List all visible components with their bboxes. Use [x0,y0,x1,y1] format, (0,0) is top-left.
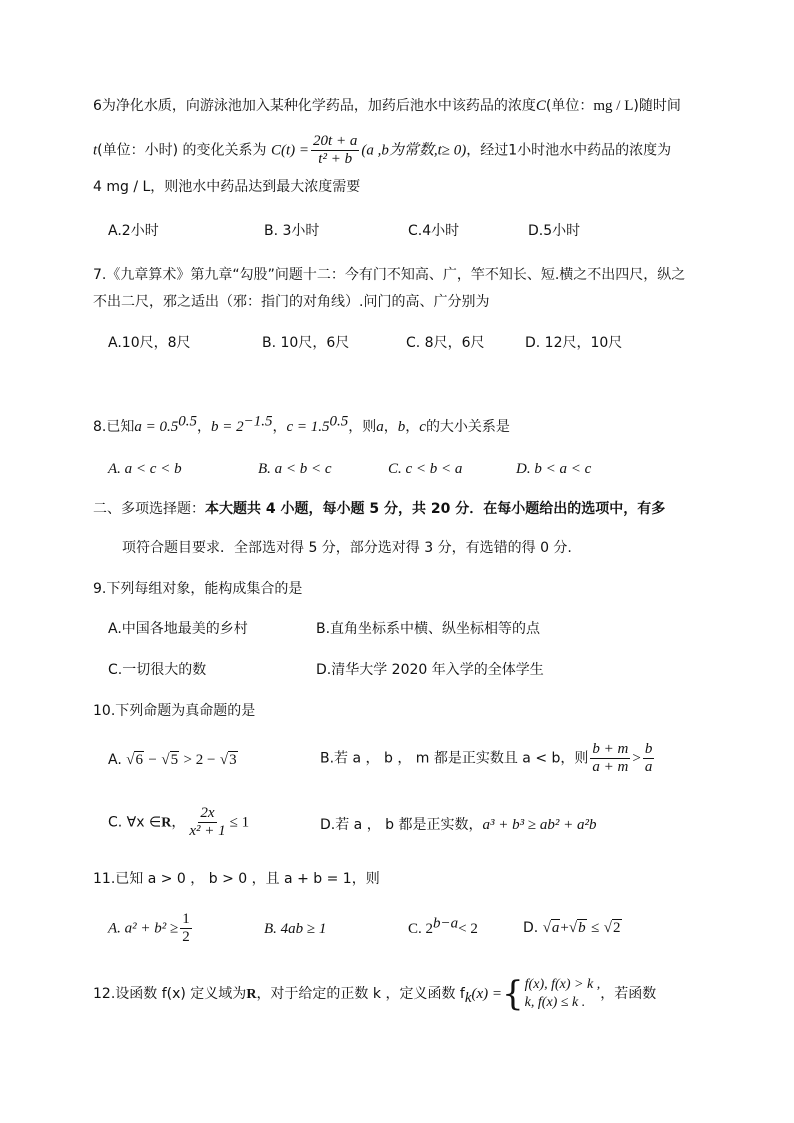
q9-stem: 9.下列每组对象，能构成集合的是 [93,581,303,597]
q6-var-c: C [535,98,546,114]
q10-c-num: 2x [200,805,215,821]
q10-a-sqrt6: √6 [126,752,143,768]
q10-stem: 10.下列命题为真命题的是 [93,703,256,719]
q10-a-rad5: 5 [170,752,179,768]
q12-sub-k: k [464,989,472,1006]
q6-option-a: A.2小时 [108,223,159,239]
q12-text2: ，对于给定的正数 k ，定义函数 f [256,986,465,1002]
q6-line2 [93,134,671,167]
q8-c-exp: 0.5 [329,413,349,430]
q10-option-b [320,742,656,775]
q6-option-d: D.5小时 [528,223,581,239]
q8-c-def: c = 1.5 [286,419,330,435]
q10-b-gt: > [632,750,641,767]
q6-frac-den: t² + b [318,151,353,167]
q8-b-def: b = 2 [210,419,244,435]
q10-b-frac2 [643,742,655,775]
q6-text2: (单位：小时) 的变化关系为 [97,142,267,159]
q6-var-t: t [93,142,98,159]
q11-a-num: 1 [182,911,190,927]
q10-a-gt: > 2 − [183,752,216,768]
section2-heading: 二、多项选择题： [93,501,205,517]
q10-option-c [108,806,249,839]
q11-d-sqrt-2: √2 [603,920,621,936]
q11-c-label: C. 2 [408,921,434,937]
q8-var-b: b [397,419,406,435]
q8-var-c: c [419,419,426,435]
q11-a-den: 2 [182,929,190,945]
q12-set: R [246,987,257,1002]
q7-option-d: D. 12尺，10尺 [525,335,623,351]
q6-text: 6为净化水质，向游泳池加入某种化学药品，加药后池水中该药品的浓度 [93,98,536,114]
q11-d-le: ≤ [591,920,600,936]
q12-text4: ，若函数 [600,986,657,1002]
q10-b-den2: a [644,759,653,775]
q12-text3: (x) = [471,986,503,1002]
q6-text3: ，经过1小时池水中药品的浓度为 [466,142,672,159]
q11-stem: 11.已知 a > 0 ， b > 0 ，且 a + b = 1，则 [93,871,380,887]
q10-b-den1: a + m [592,759,629,775]
q6-option-b: B. 3小时 [264,223,320,239]
q10-b-text: B.若 a ， b ， m 都是正实数且 a < b，则 [320,750,589,767]
q10-b-num1: b + m [592,741,629,757]
section2-line1 [93,502,665,516]
q11-d-rad-b: b [578,920,586,936]
q11-option-c [408,915,478,937]
section2-instructions: 本大题共 4 小题，每小题 5 分，共 20 分．在每小题给出的选项中，有多 [205,501,666,517]
q8-prefix: 8.已知 [93,419,135,435]
q8-option-c: C. c < b < a [388,461,463,477]
q8-option-b: B. a < b < c [258,461,332,477]
q10-c-frac [187,806,227,839]
q8-a-def: a = 0.5 [134,419,179,435]
q7-option-c: C. 8尺，6尺 [406,335,485,351]
q12-case2: k, f(x) ≤ k . [524,995,586,1010]
q10-c-comma: ， [171,814,186,831]
q6-frac-num: 20t + a [313,133,358,149]
q11-option-d [523,921,622,936]
q10-c-den: x² + 1 [189,823,226,839]
q10-b-frac1 [590,742,630,775]
q12-cases [525,976,601,1012]
q7-option-a: A.10尺，8尺 [108,335,191,351]
q7-line1: 7.《九章算术》第九章“勾股”问题十二：今有门不知高、广，竿不知长、短.横之不出四尺，纵之 [93,267,686,283]
q10-a-label: A. [108,752,122,768]
q6-unit-close: )随时间 [633,98,681,114]
q8-sep4: ， [405,419,420,435]
q6-unit-open: (单位： [545,98,594,114]
q9-option-b: B.直角坐标系中横、纵坐标相等的点 [316,621,541,637]
q8-a-exp: 0.5 [178,413,197,430]
q8-sep2: ， [272,419,287,435]
q12-stem [93,976,656,1012]
q8-option-a: A. a < c < b [108,461,182,477]
q7-option-b: B. 10尺，6尺 [262,335,350,351]
q11-c-exp: b−a [433,915,459,932]
section2-line2: 项符合题目要求．全部选对得 5 分，部分选对得 3 分，有选错的得 0 分. [122,540,572,556]
q6-params: (a ,b为常数,t≥ 0) [361,142,467,159]
q8-suffix: 的大小关系是 [425,419,510,435]
q10-option-d [320,818,596,833]
q9-option-a: A.中国各地最美的乡村 [108,621,248,637]
q7-line2: 不出二尺，邪之适出（邪：指门的对角线）.问门的高、广分别为 [93,294,490,310]
q11-d-sqrt-a: √a [542,920,560,936]
q6-option-c: C.4小时 [408,223,460,239]
q6-line1 [93,99,681,114]
q11-option-a [108,912,194,945]
q8-sep1: ， [196,419,211,435]
q11-a-frac [180,912,192,945]
q10-c-le: ≤ 1 [229,814,250,831]
q10-a-rad6: 6 [135,752,143,768]
q8-b-exp: −1.5 [243,413,273,430]
q11-d-sqrt-b: √b [568,920,586,936]
q8-stem [93,413,510,435]
q10-c-set: R [161,815,172,831]
q8-option-d: D. b < a < c [516,461,592,477]
q10-a-rad3: 3 [229,752,237,768]
q10-option-a [108,753,238,768]
q10-a-minus: − [148,752,157,768]
q10-c-label: C. ∀x ∈ [108,814,162,831]
q8-sep3: ， [383,419,398,435]
q11-a-label: A. a² + b² ≥ [108,920,179,937]
q10-d-expr: a³ + b³ ≥ ab² + a²b [482,817,597,833]
q6-line3: 4 mg / L，则池水中药品达到最大浓度需要 [93,179,361,195]
q11-d-rad-a: a [551,920,560,936]
q12-brace: { [502,974,524,1014]
q11-d-label: D. [523,920,539,936]
q10-a-sqrt3: √3 [219,752,237,768]
q10-d-text: D.若 a ， b 都是正实数， [320,817,483,833]
q9-option-c: C.一切很大的数 [108,662,207,678]
q9-option-d: D.清华大学 2020 年入学的全体学生 [316,662,544,678]
q8-then: ，则 [348,419,377,435]
q8-var-a: a [376,419,384,435]
q11-c-rest: < 2 [458,921,478,937]
q11-d-plus: + [560,920,569,936]
q6-fraction [311,134,359,167]
q6-unit: mg / L [593,98,634,114]
q6-formula-lhs: C(t) = [271,142,310,159]
q11-d-rad-2: 2 [613,920,621,936]
q11-option-b: B. 4ab ≥ 1 [264,921,327,937]
q10-a-sqrt5: √5 [161,752,179,768]
q12-case1: f(x), f(x) > k , [524,977,601,992]
q10-b-num2: b [644,741,653,757]
q12-text1: 12.设函数 f(x) 定义域为 [93,986,247,1002]
